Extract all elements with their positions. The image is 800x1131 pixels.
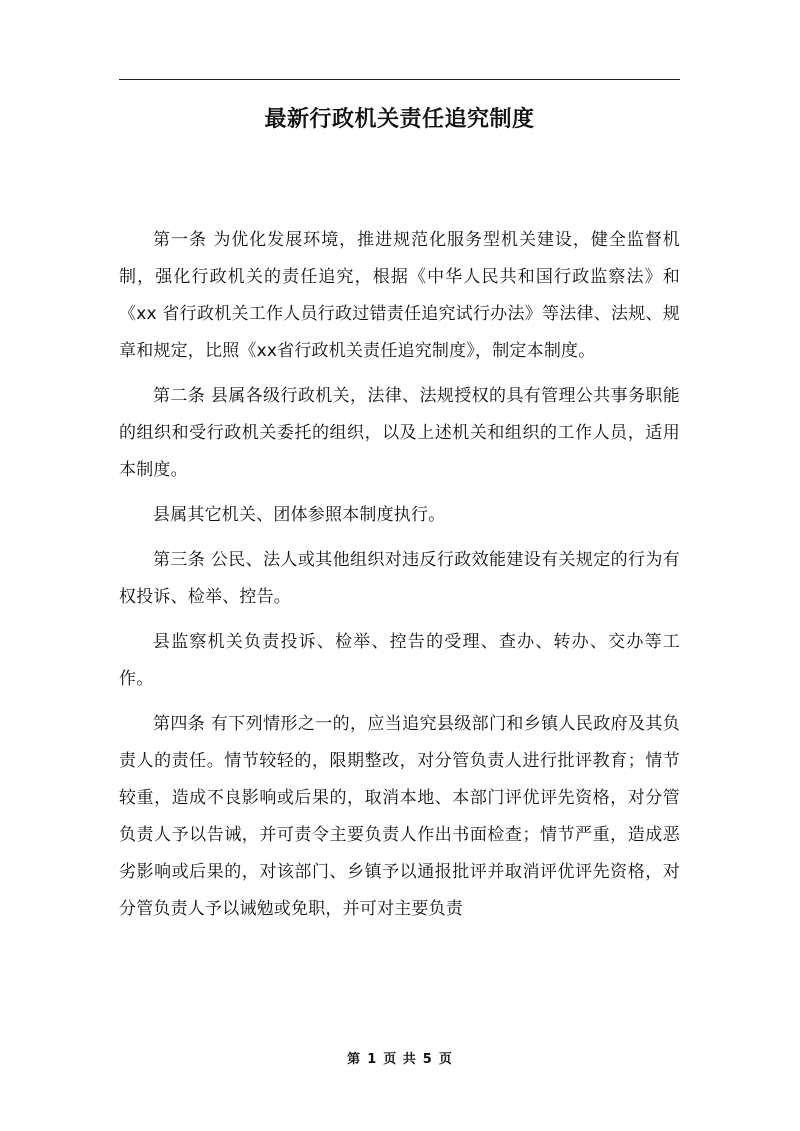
- document-body: [119, 222, 680, 936]
- paragraph-article-2: 第二条 县属各级行政机关，法律、法规授权的具有管理公共事务职能的组织和受行政机关委托的组织，以及上述机关和组织的工作人员，适用本制度。: [119, 386, 680, 480]
- footer-mid: 页 共: [383, 1052, 417, 1067]
- paragraph-article-1: 第一条 为优化发展环境，推进规范化服务型机关建设，健全监督机制，强化行政机关的责任追究，根据《中华人民共和国行政监察法》和《xx 省行政机关工作人员行政过错责任追究试行办法》等法律、法规、规章和规定，比照《xx省行政机关责任追究制度》，制定本制度。: [119, 230, 680, 361]
- paragraph-article-2-note: 县属其它机关、团体参照本制度执行。: [153, 505, 446, 525]
- paragraph-article-3-note: 县监察机关负责投诉、检举、控告的受理、查办、转办、交办等工作。: [119, 632, 680, 689]
- footer-current-page: 1: [367, 1052, 378, 1067]
- paragraph-article-3: 第三条 公民、法人或其他组织对违反行政效能建设有关规定的行为有权投诉、检举、控告。: [119, 550, 680, 607]
- footer-suffix: 页: [438, 1052, 453, 1067]
- footer-prefix: 第: [347, 1052, 362, 1067]
- header-rule: [119, 79, 680, 80]
- footer-total-pages: 5: [422, 1052, 433, 1067]
- page-footer: [0, 1048, 800, 1067]
- paragraph-article-4: 第四条 有下列情形之一的，应当追究县级部门和乡镇人民政府及其负责人的责任。情节较轻的，限期整改，对分管负责人进行批评教育；情节较重，造成不良影响或后果的，取消本地、本部门评优评先资格，对分管负责人予以告诫，并可责令主要负责人作出书面检查；情节严重，造成恶劣影响或后果的，对该部门、乡镇予以通报批评并取消评优评先资格，对分管负责人予以诫勉或免职，并可对主要负责: [119, 714, 680, 919]
- document-title: 最新行政机关责任追究制度: [264, 107, 535, 132]
